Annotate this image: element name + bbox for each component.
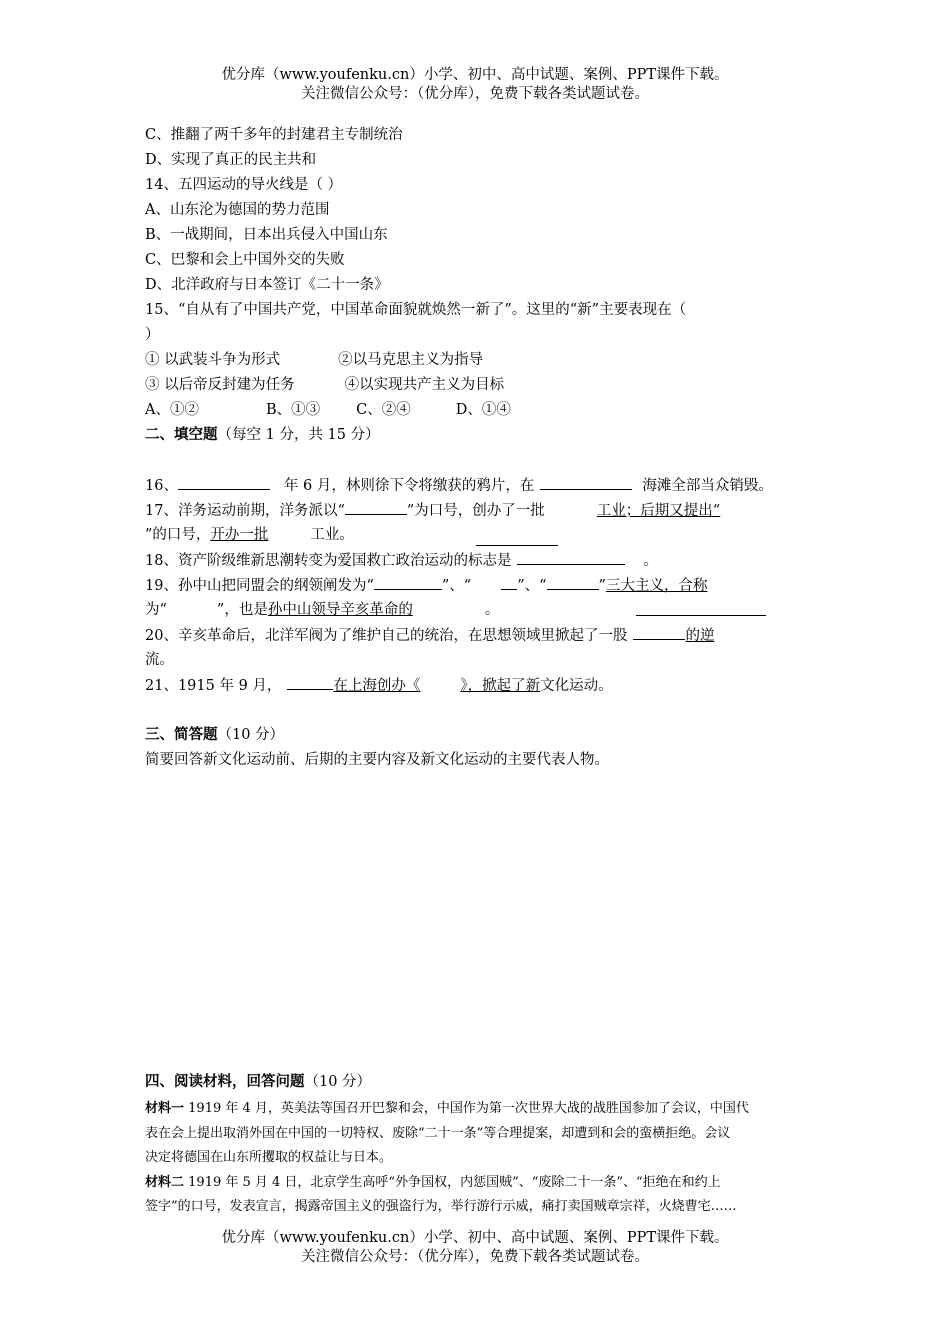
q21-text-a: 21、1915 年 9 月， (145, 678, 282, 694)
q19-text-h: 孙中山领导辛亥革命的 (267, 602, 413, 618)
material-1-line-3: 决定将德国在山东所攫取的权益让与日本。 (145, 1150, 393, 1165)
section-4-title: 四、阅读材料，回答问题 (145, 1073, 305, 1090)
q15-option-a: A、①② (145, 402, 199, 418)
material-2-text-1: 1919 年 5 月 4 日，北京学生高呼“外争国权，内惩国贼”、“废除二十一条”、“拒绝在和约上 (184, 1175, 721, 1190)
q16-blank-1[interactable] (178, 474, 270, 490)
q14-option-c: C、巴黎和会上中国外交的失败 (145, 252, 345, 268)
q17-line-2 (145, 524, 354, 546)
q15-options (145, 399, 511, 421)
q21-text-d: 文化运动。 (540, 678, 613, 694)
q19-text-e: 三大主义，合称 (605, 578, 708, 594)
q17-blank-2[interactable] (476, 545, 558, 546)
q21 (145, 674, 613, 697)
q18-text: 18、资产阶级维新思潮转变为爱国救亡政治运动的标志是 (145, 553, 512, 569)
q15-items-row-2 (145, 374, 504, 396)
q17-blank-1[interactable] (345, 499, 407, 515)
material-2-label: 材料二 (145, 1175, 185, 1190)
q15-item-3: ③ 以后帝反封建为任务 (145, 377, 295, 393)
q19-text-d: ” (598, 578, 606, 594)
section-3-note: （10 分） (217, 727, 285, 743)
q14-option-a: A、山东沦为德国的势力范围 (145, 202, 330, 218)
material-2-line-2: 签字”的口号，发表宣言，揭露帝国主义的强盗行为，举行游行示威，痛打卖国贼章宗祥，火烧曹宅…… (145, 1199, 737, 1214)
material-1-line-2: 表在会上提出取消外国在中国的一切特权、废除“二十一条”等合理提案，却遭到和会的蛮横拒绝。会议 (145, 1126, 731, 1141)
section-2-title: 二、填空题 (145, 426, 218, 443)
q15-item-4: ④以实现共产主义为目标 (344, 377, 505, 393)
q14-option-b: B、一战期间，日本出兵侵入中国山东 (145, 227, 388, 243)
q14-option-d: D、北洋政府与日本签订《二十一条》 (145, 277, 389, 293)
q15-stem-end: ） (145, 327, 160, 343)
q20-text-b: 的逆 (685, 628, 715, 644)
q19-blank-3[interactable] (547, 574, 599, 590)
q13-option-c: C、推翻了两千多年的封建君主专制统治 (145, 127, 403, 143)
q16-middle: 年 6 月，林则徐下令将缴获的鸦片，在 (283, 478, 535, 494)
q16-end: 海滩全部当众销毁。 (642, 478, 773, 494)
q15-option-b: B、①③ (265, 402, 321, 418)
section-2-note: （每空 1 分，共 15 分） (217, 427, 380, 443)
q15-item-1: ① 以武装斗争为形式 (145, 352, 281, 368)
header-line-2: 关注微信公众号：（优分库），免费下载各类试题试卷。 (301, 86, 649, 102)
q17-text-d: ”的口号， (145, 527, 211, 543)
q19-blank-1[interactable] (374, 574, 442, 590)
section-3-question: 简要回答新文化运动前、后期的主要内容及新文化运动的主要代表人物。 (145, 752, 609, 768)
q17-text-f: 工业。 (310, 527, 354, 543)
footer-line-1: 优分库（www.youfenku.cn）小学、初中、高中试题、案例、PPT课件下载。 (221, 1230, 729, 1246)
q19-text-b: ”、“ (441, 578, 472, 594)
q20-text-a: 20、辛亥革命后，北洋军阀为了维护自己的统治，在思想领域里掀起了一股 (145, 628, 628, 644)
q19-line-1 (145, 574, 707, 597)
q18 (145, 549, 658, 572)
q18-blank[interactable] (517, 549, 625, 565)
q20-line-1 (145, 624, 714, 647)
q13-option-d: D、实现了真正的民主共和 (145, 152, 317, 168)
q20-line-2: 流。 (145, 652, 174, 668)
q17-text-b: ”为口号，创办了一批 (406, 503, 545, 519)
q19-text-g: ”，也是 (216, 602, 268, 618)
q17-text-e: 开办一批 (210, 527, 269, 543)
q19-text-i: 。 (484, 602, 500, 618)
q20-blank[interactable] (633, 624, 685, 640)
q15-item-2: ②以马克思主义为指导 (338, 352, 484, 368)
material-1-text-1: 1919 年 4 月，英美法等国召开巴黎和会，中国作为第一次世界大战的战胜国参加了会议，中国代 (184, 1101, 749, 1116)
q15-option-d: D、①④ (455, 402, 511, 418)
q21-text-b: 在上海创办《 (333, 678, 421, 694)
material-1-line-1 (145, 1099, 749, 1119)
q16 (145, 474, 773, 497)
section-4-note: （10 分） (304, 1074, 372, 1090)
q19-text-c: ”、“ (517, 578, 547, 594)
q18-end: 。 (643, 553, 658, 569)
q15-option-c: C、②④ (356, 402, 411, 418)
q17-text-a: 17、洋务运动前期，洋务派以“ (145, 503, 345, 519)
q19-text-a: 19、孙中山把同盟会的纲领阐发为“ (145, 578, 374, 594)
q21-blank-1[interactable] (287, 674, 333, 690)
section-2-heading (145, 424, 380, 446)
section-3-title: 三、简答题 (145, 726, 218, 743)
q17-line-1 (145, 499, 720, 522)
q16-number: 16、 (145, 478, 178, 494)
q17-text-c: 工业；后期又提出“ (596, 503, 721, 519)
header-line-1: 优分库（www.youfenku.cn）小学、初中、高中试题、案例、PPT课件下载。 (221, 67, 729, 83)
q14-stem: 14、五四运动的导火线是（ ） (145, 177, 343, 193)
footer-line-2: 关注微信公众号：（优分库），免费下载各类试题试卷。 (301, 1249, 649, 1265)
q19-blank-2[interactable] (501, 574, 517, 590)
q15-stem: 15、“自从有了中国共产党，中国革命面貌就焕然一新了”。这里的“新”主要表现在（ (145, 302, 687, 318)
q19-text-f: 为“ (145, 602, 167, 618)
section-4-heading (145, 1071, 371, 1093)
q19-line-2 (145, 599, 499, 621)
material-2-line-1 (145, 1173, 721, 1193)
q21-text-c: 》，掀起了新 (460, 678, 541, 694)
q19-blank-4[interactable] (636, 615, 766, 616)
section-3-heading (145, 724, 284, 746)
material-1-label: 材料一 (145, 1101, 185, 1116)
q16-blank-2[interactable] (540, 474, 632, 490)
q15-items-row-1 (145, 349, 483, 371)
